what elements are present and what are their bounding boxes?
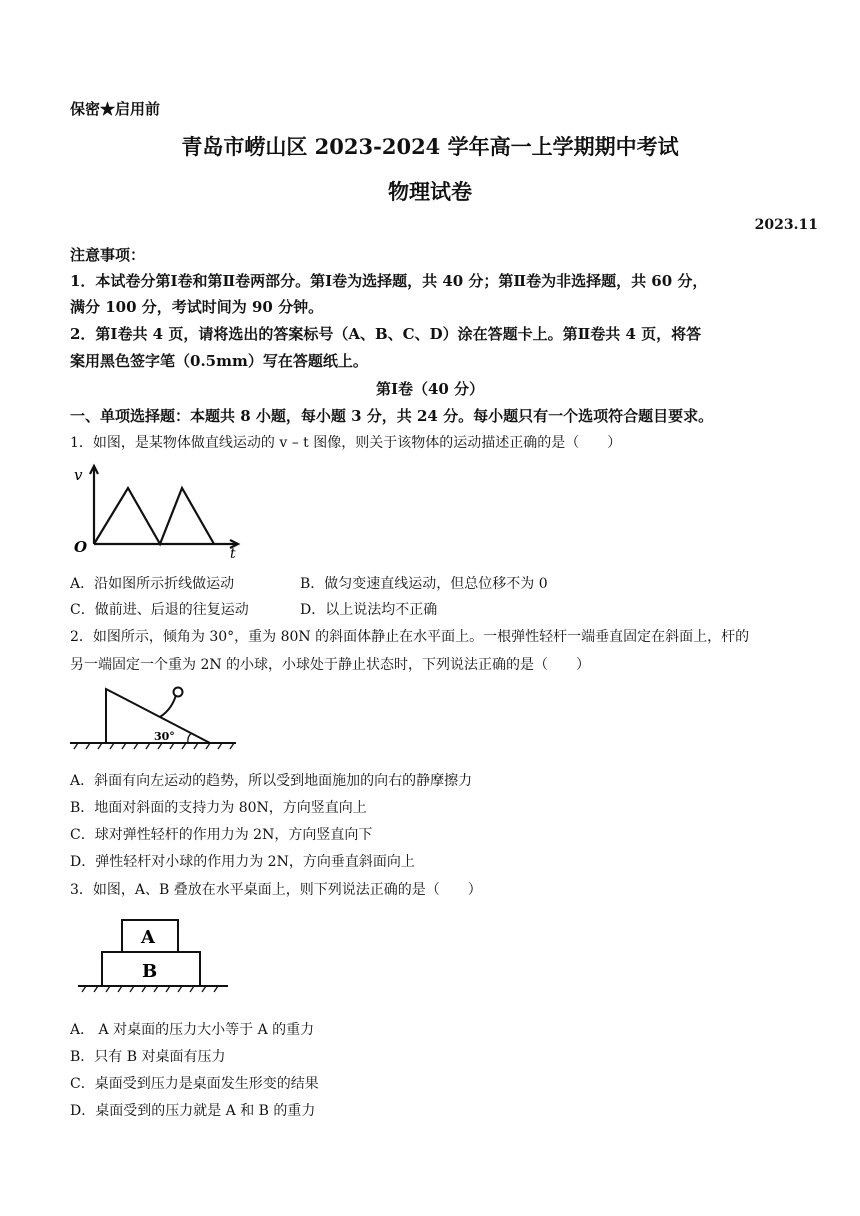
section-title: 第Ⅰ卷（40 分）: [375, 380, 485, 398]
q3-block-b-label: B: [142, 961, 158, 982]
q3-option-c: C．桌面受到压力是桌面发生形变的结果: [70, 1076, 319, 1092]
q1-vt-graph: [70, 460, 250, 560]
q2-option-b: B．地面对斜面的支持力为 80N，方向竖直向上: [70, 800, 367, 816]
notice-item-2-line-2: 案用黑色签字笔（0.5mm）写在答题纸上。: [70, 352, 368, 370]
q1-v-label: v: [74, 466, 83, 484]
question-1-stem: 1．如图，是某物体做直线运动的 v – t 图像，则关于该物体的运动描述正确的是（ ）: [70, 435, 622, 451]
q1-option-d: D．以上说法均不正确: [300, 602, 438, 618]
part-one-heading: 一、单项选择题：本题共 8 小题，每小题 3 分，共 24 分。每小题只有一个选项符合题目要求。: [70, 407, 714, 425]
notice-item-2-line-1: 2．第Ⅰ卷共 4 页，请将选出的答案标号（A、B、C、D）涂在答题卡上。第Ⅱ卷共 4 页，将答: [70, 325, 702, 343]
q2-option-d: D．弹性轻杆对小球的作用力为 2N，方向垂直斜面向上: [70, 854, 415, 870]
q2-ball: [174, 688, 183, 697]
question-3-stem: 3．如图，A、B 叠放在水平桌面上，则下列说法正确的是（ ）: [70, 882, 482, 898]
confidential-mark: 保密★启用前: [70, 100, 161, 118]
q2-option-c: C．球对弹性轻杆的作用力为 2N，方向竖直向下: [70, 827, 373, 843]
q2-incline-figure: [68, 683, 238, 755]
question-2-stem-line-1: 2．如图所示，倾角为 30°，重为 80N 的斜面体静止在水平面上。一根弹性轻杆一端垂直固定在斜面上，杆的: [70, 629, 750, 645]
q1-option-a: A．沿如图所示折线做运动: [70, 576, 235, 592]
q2-angle-label: 30°: [154, 730, 175, 743]
q1-origin-label: O: [74, 538, 88, 556]
q3-option-d: D．桌面受到的压力就是 A 和 B 的重力: [70, 1103, 316, 1119]
notice-heading: 注意事项：: [70, 246, 146, 264]
exam-date: 2023.11: [754, 217, 818, 233]
exam-title: 青岛市崂山区 2023-2024 学年高一上学期期中考试: [181, 134, 679, 159]
q2-angle-arc: [188, 733, 192, 743]
q2-option-a: A．斜面有向左运动的趋势，所以受到地面施加的向右的静摩擦力: [70, 773, 473, 789]
q1-t-label: t: [230, 546, 236, 560]
exam-subtitle: 物理试卷: [388, 179, 472, 204]
q1-option-b: B．做匀变速直线运动，但总位移不为 0: [300, 576, 548, 592]
q3-option-b: B．只有 B 对桌面有压力: [70, 1049, 226, 1065]
notice-item-1-line-1: 1．本试卷分第Ⅰ卷和第Ⅱ卷两部分。第Ⅰ卷为选择题，共 40 分；第Ⅱ卷为非选择题，共 60 分，: [70, 272, 708, 290]
question-2-stem-line-2: 另一端固定一个重为 2N 的小球，小球处于静止状态时，下列说法正确的是（ ）: [70, 657, 591, 673]
notice-item-1-line-2: 满分 100 分，考试时间为 90 分钟。: [70, 298, 324, 316]
q3-stacked-blocks-figure: [74, 912, 234, 1000]
q3-option-a: A． A 对桌面的压力大小等于 A 的重力: [70, 1022, 315, 1038]
q1-option-c: C．做前进、后退的往复运动: [70, 602, 249, 618]
q1-vt-curve: [94, 488, 214, 544]
q2-elastic-rod: [160, 695, 176, 717]
q3-block-a-label: A: [141, 927, 155, 948]
